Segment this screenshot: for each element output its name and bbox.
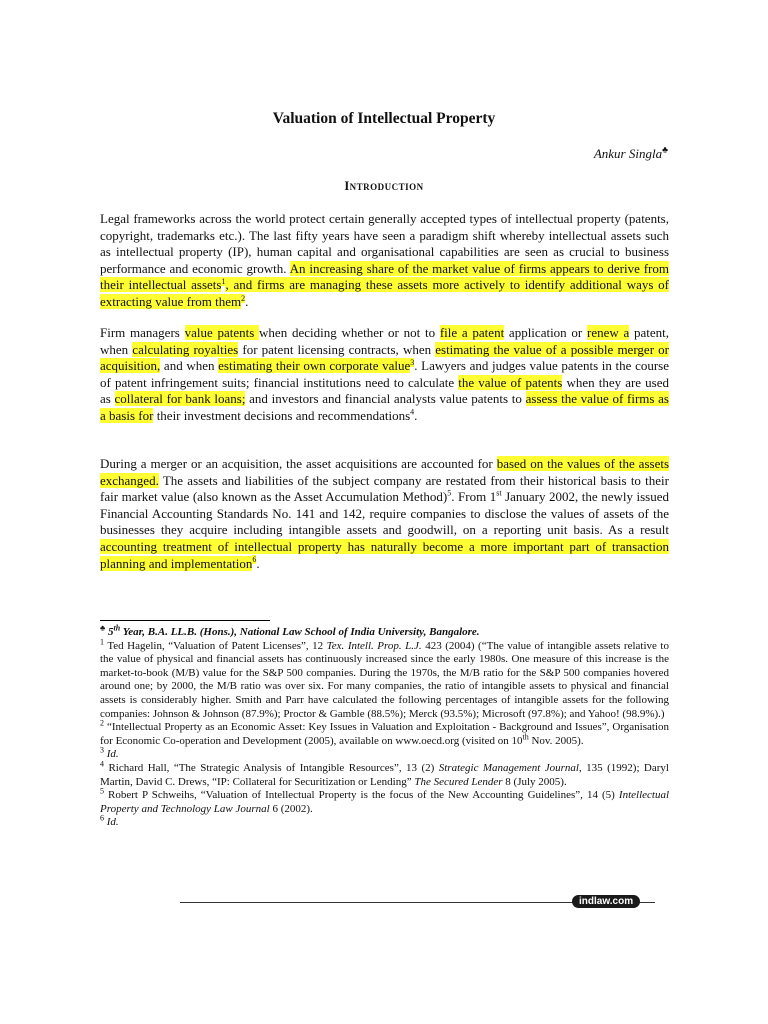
text-run: 423 (2004) (“The value of intangible assets relative to the value of physical and financial assets has continuously increased since the early 1980s. One measure of this increase is the market-to-book (M/B) value for the S&P 500 companies. During the 1970s, the M/B ratio for the S&P 500 companies hovered around one; by 2000, the M/B ratio was over six. For many companies, the ratio of intangible assets to physical and financial assets is considerably higher. Smith and Parr have calculated the following percentages of intangible assets for the following companies: Johnson & Johnson (87.9%); Proctor & Gamble (88.5%); Merck (93.5%); Microsoft (97.8%); and Yahoo! (98.9%).) [100,639,669,720]
highlighted-text: based on the values of the assets exchanged. [100,456,670,488]
footnote-ref: 5 [447,488,452,498]
highlighted-text: estimating the value of a possible merger or acquisition, [100,341,669,374]
text-run: Nov. 2005). [528,734,584,747]
text-run: their investment decisions and recommendations [153,407,411,423]
highlighted-text: estimating their own corporate value [218,358,411,374]
text-run: when they are used as [100,374,670,407]
footnote-3 [100,745,669,762]
paragraph-2 [100,325,669,425]
text-run: . [245,293,249,309]
footnote-4 [100,759,669,789]
text-run: Id. [104,816,119,829]
text-run: Intellectual Property and Technology Law Journal [100,789,669,815]
highlighted-text: , and firms are managing these assets more actively to identify additional ways of extracting value from them [100,277,670,309]
footnote-separator [100,620,270,621]
footnote-mark: 4 [100,759,104,769]
footnote-1 [100,636,669,722]
text-run: patent, when [100,325,670,357]
text-run: Ted Hagelin, “Valuation of Patent Licenses”, 12 [104,639,327,652]
text-run: 8 (July 2005). [502,775,567,788]
text-run: Id. [104,748,119,761]
text-run: for patent licensing contracts, when [238,341,436,357]
footnote-ref: 6 [252,555,257,565]
text-run: Richard Hall, “The Strategic Analysis of Intangible Resources”, 13 (2) [104,761,439,774]
text-run: The Secured Lender [414,775,503,788]
text-run: “Intellectual Property as an Economic Asset: Key Issues in Valuation and Exploitation - Background and Issues”, Organisation for Economic Co-operation and Development (2005), available on www.oecd.org (visited on 10 [100,721,669,747]
ordinal-suffix: th [522,732,529,742]
paragraph-1 [100,211,669,311]
footnote-author [100,623,669,640]
highlighted-text: calculating royalties [132,341,239,357]
ordinal-suffix: st [496,488,502,498]
ordinal-suffix: th [113,623,121,633]
footnote-ref: 4 [410,407,415,417]
footnote-mark: 1 [100,636,104,646]
text-run: Strategic Management Journal [438,761,579,774]
text-run: , 135 (1992); Daryl Martin, David C. Drews, “IP: Collateral for Securitization or Lending” [100,761,669,788]
text-run: . [414,407,418,423]
highlighted-text: file a patent [439,325,505,340]
text-run: when deciding whether or not to [259,325,440,340]
highlighted-text: the value of patents [458,374,563,390]
footnote-mark: ♣ [100,623,106,633]
author-text: Ankur Singla [593,146,663,161]
footnote-5 [100,786,669,816]
author-name [594,146,668,162]
author-footnote-marker: ♣ [662,144,668,155]
text-run: . From 1 [451,489,497,505]
highlighted-text: value patents [184,325,260,340]
text-run: and when [160,358,219,374]
footnote-mark: 3 [100,745,104,755]
footnote-mark: 2 [100,718,104,728]
text-run: During a merger or an acquisition, the asset acquisitions are accounted for [100,456,497,471]
highlighted-text: collateral for bank loans; [114,391,246,407]
text-run: The assets and liabilities of the subject company are restated from their historical basis to their fair market value (also known as the Asset Accumulation Method) [100,472,669,505]
document-title: Valuation of Intellectual Property [272,110,496,127]
highlighted-text: accounting treatment of intellectual property has naturally become a more important part of transaction planning and implementation [100,538,669,571]
text-run: Legal frameworks across the world protect certain generally accepted types of intellectual property (patents, copyright, trademarks etc.). The last fifty years have seen a paradigm shift whereby intellectual assets such as intellectual property (IP), human capital and organisational capabilities are seen as crucial to business performance and economic growth. [100,211,669,276]
text-run: 6 (2002). [269,802,313,815]
highlighted-text: assess the value of firms as a basis for [100,391,669,423]
text-run: and investors and financial analysts value patents to [245,391,526,407]
text-run: Robert P Schweihs, “Valuation of Intellectual Property is the focus of the New Accounting Guidelines”, 14 (5) [104,789,619,802]
paragraph-3 [100,456,669,572]
footnote-mark: 6 [100,813,104,823]
text-run: January 2002, the newly issued Financial Accounting Standards No. 141 and 142, require companies to disclose the values of assets of the businesses they acquire including intangible assets and goodwill, on a reporting unit basis. As a result [100,489,669,538]
section-heading: Introduction [344,179,424,193]
footnote-ref: 3 [410,357,415,367]
text-run: Tex. Intell. Prop. L.J. [326,639,422,652]
footnote-2 [100,718,669,748]
text-run: . Lawyers and judges value patents in the course of patent infringement suits; financial institutions need to calculate [100,358,669,390]
text-run: application or [504,325,587,340]
highlighted-text: An increasing share of the market value of firms appears to derive from their intellectual assets [100,260,669,293]
indlaw-logo: indlaw.com [572,895,640,908]
text-run: Firm managers [100,325,185,340]
footnote-6 [100,813,669,830]
text-run: Year, B.A. LL.B. (Hons.), National Law School of India University, Bangalore. [120,626,480,638]
highlighted-text: renew a [587,325,630,340]
footnotes [100,623,669,830]
footnote-ref: 1 [221,277,226,287]
text-run: 5 [108,626,114,638]
footnote-mark: 5 [100,786,104,796]
footnote-ref: 2 [241,293,246,303]
text-run: . [256,555,260,571]
